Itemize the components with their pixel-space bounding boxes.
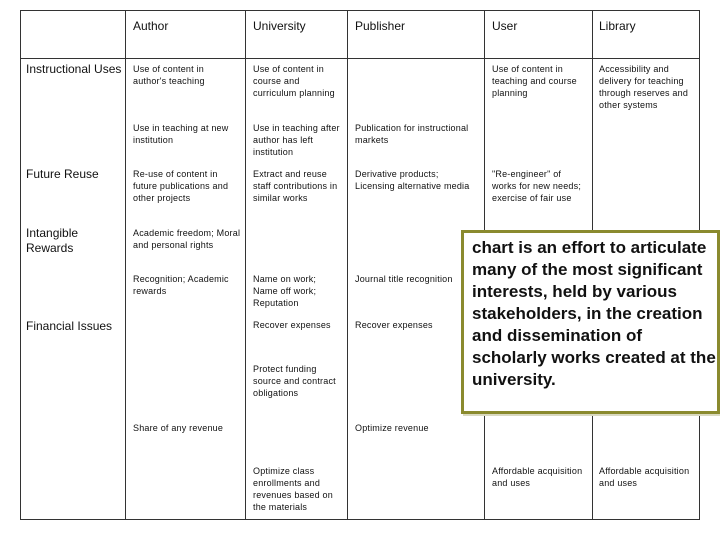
table-cell: Use in teaching at new institution [133,123,229,145]
table-cell: Recover expenses [355,320,433,330]
table-cell: Academic freedom; Moral and personal rights [133,228,241,250]
table-cell: Use of content in course and curriculum planning [253,64,335,98]
table-cell: Protect funding source and contract obligations [253,364,336,398]
table-cell: Share of any revenue [133,423,224,433]
row-label-intangible-rewards: Intangible Rewards [26,226,79,255]
grid-line [347,10,348,520]
table-cell: Optimize revenue [355,423,429,433]
grid-line [20,10,21,520]
callout-text: chart is an effort to articulate many of the most significant interests, held by various stakeholders, in the creation and dissemination of scholarly works created at the university. [472,238,716,389]
table-cell: Re-use of content in future publications and other projects [133,169,229,203]
table-cell: Name on work; Name off work; Reputation [253,274,317,308]
row-label-future-reuse: Future Reuse [26,167,99,181]
table-cell: Journal title recognition [355,274,453,284]
header-user: User [492,19,518,33]
grid-line [20,519,700,520]
row-label-instructional-uses: Instructional Uses [26,62,122,76]
table-cell: Use of content in teaching and course planning [492,64,577,98]
table-cell: Derivative products; Licensing alternative media [355,169,470,191]
table-cell: Recover expenses [253,320,331,330]
table-cell: "Re-engineer" of works for new needs; exercise of fair use [492,169,582,203]
header-author: Author [133,19,169,33]
table-cell: Affordable acquisition and uses [492,466,583,488]
header-university: University [253,19,306,33]
grid-line [245,10,246,520]
grid-line [20,10,700,11]
table-cell: Extract and reuse staff contributions in similar works [253,169,338,203]
grid-line [125,10,126,520]
row-label-financial-issues: Financial Issues [26,319,113,333]
table-cell: Recognition; Academic rewards [133,274,229,296]
header-publisher: Publisher [355,19,406,33]
table-cell: Affordable acquisition and uses [599,466,690,488]
callout-box [461,230,720,414]
header-library: Library [599,19,636,33]
table-cell: Use in teaching after author has left institution [253,123,340,157]
table-cell: Accessibility and delivery for teaching through reserves and other systems [599,64,689,110]
table-cell: Use of content in author's teaching [133,64,205,86]
table-cell: Publication for instructional markets [355,123,469,145]
grid-line [20,58,700,59]
table-cell: Optimize class enrollments and revenues based on the materials [253,466,333,512]
